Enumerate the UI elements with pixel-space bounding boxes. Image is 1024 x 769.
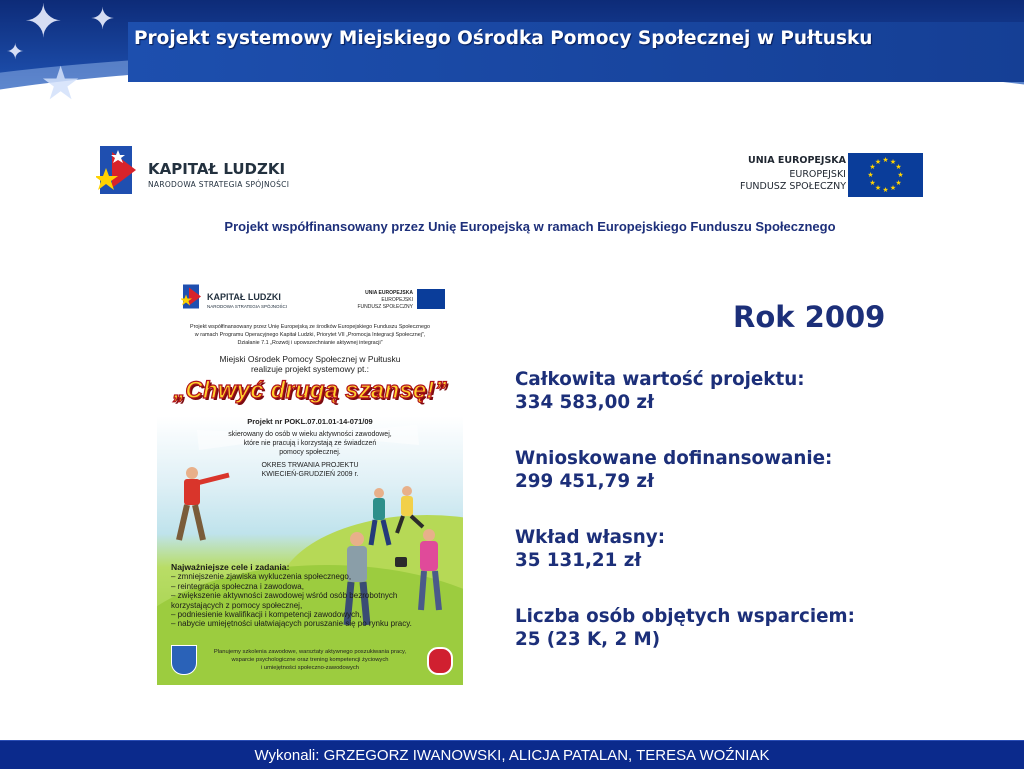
- eu-logo: [736, 152, 926, 198]
- poster-eu-flag-icon: [417, 289, 445, 309]
- cofinancing-label: Wnioskowane dofinansowanie:: [515, 448, 833, 469]
- poster-plan-line3: i umiejętności społeczno-zawodowych: [261, 665, 359, 671]
- poster-eu-line1: UNIA EUROPEJSKA: [365, 290, 413, 296]
- eu-logo-line2: EUROPEJSKI: [789, 169, 846, 180]
- svg-text:★: ★: [882, 186, 889, 194]
- svg-text:★: ★: [889, 158, 897, 166]
- own-contribution-block: [515, 526, 855, 572]
- authors-credit: Wykonali: GRZEGORZ IWANOWSKI, ALICJA PATALAN, TERESA WOŹNIAK: [254, 747, 770, 764]
- cofinancing-statement: Projekt współfinansowany przez Unię Europejską w ramach Europejskiego Funduszu Społecznego: [224, 219, 836, 234]
- poster-plan-line2: wsparcie psychologiczne oraz trening kompetencji życiowych: [231, 657, 389, 663]
- star-icon: ✦: [6, 40, 25, 65]
- star-icon: ✦: [24, 0, 63, 48]
- kapital-ludzki-emblem-icon: [96, 144, 140, 198]
- svg-text:★: ★: [869, 163, 876, 171]
- kapital-ludzki-name: KAPITAŁ LUDZKI: [148, 160, 286, 178]
- poster-goal-item: – zwiększenie aktywności zawodowej wśród osób bezrobotnych: [171, 591, 398, 601]
- poster-org-line2: realizuje projekt systemowy pt.:: [250, 364, 370, 374]
- cofinancing-amount: 299 451,79 zł: [515, 471, 654, 492]
- svg-text:★: ★: [897, 171, 904, 179]
- poster-target-line2: które nie pracują i korzystają ze świadczeń: [243, 440, 377, 447]
- poster-target-line3: pomocy społecznej.: [279, 449, 341, 456]
- footer-bar: [0, 740, 1024, 769]
- poster-kl-subtitle: NARODOWA STRATEGIA SPÓJNOŚCI: [207, 304, 288, 309]
- project-poster-image: [157, 265, 463, 685]
- participants-block: [515, 605, 855, 651]
- star-icon: ★: [40, 56, 82, 110]
- project-financial-info: [515, 368, 855, 684]
- year-heading: Rok 2009: [733, 300, 886, 334]
- total-value-label: Całkowita wartość projektu:: [515, 369, 805, 390]
- poster-goal-item: – podniesienie kwalifikacji i kompetencji zawodowych,: [171, 610, 362, 620]
- svg-text:★: ★: [895, 163, 902, 171]
- poster-target-line1: skierowany do osób w wieku aktywności zawodowej,: [228, 431, 392, 438]
- poster-title: „Chwyć drugą szansę!”: [173, 377, 447, 404]
- poster-kapital-ludzki-emblem-icon: [181, 283, 203, 311]
- poster-org-line1: Miejski Ośrodek Pomocy Społecznej w Pułtusku: [219, 354, 401, 364]
- participants-label: Liczba osób objętych wsparciem:: [515, 606, 855, 627]
- eu-logo-line3: FUNDUSZ SPOŁECZNY: [740, 181, 846, 192]
- poster-goals-title: Najważniejsze cele i zadania:: [171, 562, 290, 572]
- poster-period-line2: KWIECIEŃ-GRUDZIEŃ 2009 r.: [261, 471, 359, 478]
- page-title: Projekt systemowy Miejskiego Ośrodka Pomocy Społecznej w Pułtusku: [134, 28, 873, 49]
- poster-goal-item: korzystających z pomocy społecznej,: [171, 600, 303, 610]
- total-value-amount: 334 583,00 zł: [515, 392, 654, 413]
- poster-eu-line2: EUROPEJSKI: [381, 297, 413, 303]
- header-banner: [0, 0, 1024, 118]
- svg-text:★: ★: [869, 179, 876, 187]
- poster-eu-line3: FUNDUSZ SPOŁECZNY: [357, 304, 413, 310]
- poster-intro-line1: Projekt współfinansowany przez Unię Europejską ze środków Europejskiego Funduszu Społecznego: [189, 324, 430, 330]
- svg-text:★: ★: [889, 184, 897, 192]
- participants-count: 25 (23 K, 2 M): [515, 629, 661, 650]
- svg-text:★: ★: [874, 158, 882, 166]
- total-value-block: [515, 368, 855, 414]
- svg-text:★: ★: [867, 171, 874, 179]
- poster-goal-item: – zmniejszenie zjawiska wykluczenia społecznego,: [171, 572, 352, 582]
- poster-project-number: Projekt nr POKL.07.01.01-14-071/09: [247, 417, 373, 426]
- poster-goals-list: [171, 563, 412, 629]
- poster-goal-item: – reintegracja społeczna i zawodowa,: [171, 581, 304, 591]
- poster-plan-line1: Planujemy szkolenia zawodowe, warsztaty aktywnego poszukiwania pracy,: [213, 649, 407, 655]
- poster-goal-item: – nabycie umiejętności ułatwiających poruszanie się po rynku pracy.: [171, 619, 412, 629]
- star-icon: ✦: [90, 2, 116, 37]
- eu-flag-icon: [848, 153, 923, 197]
- poster-intro-line2: w ramach Programu Operacyjnego Kapitał Ludzki, Priorytet VII „Promocja Integracji Społecznej”,: [194, 332, 426, 338]
- poster-kl-name: KAPITAŁ LUDZKI: [207, 292, 281, 302]
- poster-period-line1: OKRES TRWANIA PROJEKTU: [261, 462, 359, 469]
- svg-text:★: ★: [895, 179, 902, 187]
- own-contribution-amount: 35 131,21 zł: [515, 550, 642, 571]
- own-contribution-label: Wkład własny:: [515, 527, 666, 548]
- cofinancing-block: [515, 447, 855, 493]
- poster-intro-line3: Działanie 7.1 „Rozwój i upowszechnianie aktywnej integracji”: [237, 340, 383, 346]
- svg-text:★: ★: [882, 156, 889, 164]
- eu-logo-line1: UNIA EUROPEJSKA: [748, 155, 846, 166]
- kapital-ludzki-logo: [96, 144, 316, 200]
- kapital-ludzki-subtitle: NARODOWA STRATEGIA SPÓJNOŚCI: [148, 180, 290, 189]
- svg-text:★: ★: [874, 184, 882, 192]
